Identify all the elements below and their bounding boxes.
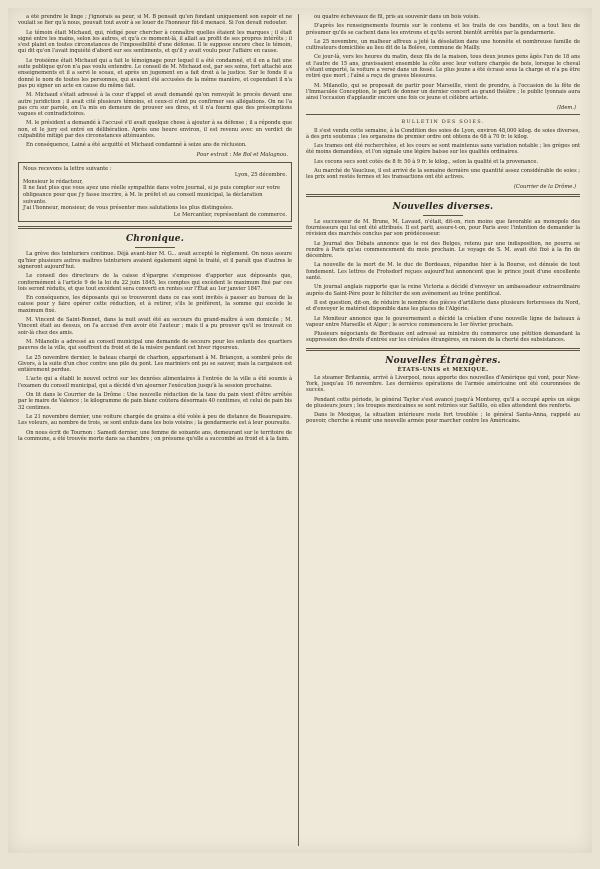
article-paragraph: M. le président a demandé à l'accusé s'il avait quelque chose à ajouter à sa défense ; il a répondu que non, et le jury est entré en délibération. Après une heure environ, il est revenu avec un verdict de culpabilité mitigé par des circonstances atténuantes. <box>18 120 292 140</box>
article-paragraph: M. Michaud s'était adressé à la cour d'appel et avait demandé qu'on renvoyât le procès devant une autre juridiction ; il avait cité plusieurs témoins, et ceux-ci n'ont pu confirmer ses allégations. On ne l'a pas cru sur parole, on l'a mis en demeure de prouver ses dires, et il n'a fourni que des présomptions vagues et contradictoires. <box>18 92 292 118</box>
article-paragraph: D'après les renseignements fournis sur le contenu et les traits de ces bandits, on a tout lieu de présumer qu'ils se cachent dans les environs et qu'ils seront bientôt arrêtés par la gendarmerie. <box>306 23 580 36</box>
nouvelles-paragraph: Plusieurs négociants de Bordeaux ont adressé au ministre du commerce une pétition demandant la suppression des droits d'entrée sur les céréales étrangères, en raison de la cherté des subsistances. <box>306 331 580 344</box>
nouvelles-paragraph: Un journal anglais rapporte que la reine Victoria a décidé d'envoyer un ambassadeur extraordinaire auprès du Saint-Père pour le féliciter de son avènement au trône pontifical. <box>306 284 580 297</box>
section-divider <box>306 348 580 351</box>
left-column <box>18 14 292 846</box>
section-divider <box>306 194 580 197</box>
nouvelles-paragraph: Le Moniteur annonce que le gouvernement a décidé la création d'une nouvelle ligne de bateaux à vapeur entre Marseille et Alger ; le service commencera le 1er février prochain. <box>306 315 580 328</box>
nouvelles-paragraph: Il est question, dit-on, de réduire le nombre des pièces d'artillerie dans plusieurs forteresses du Nord, et d'envoyer le matériel disponible dans les places de l'Algérie. <box>306 299 580 313</box>
etrangeres-subheading: ÉTATS-UNIS et MEXIQUE. <box>397 366 489 373</box>
etrangeres-heading: Nouvelles Étrangères. <box>385 355 501 366</box>
heading-underline <box>135 247 175 248</box>
article-paragraph: Ce jour-là, vers les heures du matin, deux fils de la maison, tous deux jeunes gens âgés l'un de 18 ans et l'autre de 15 ans, gravissaient ensemble la côte avec leur voiture chargée de bois, lorsque le cheval s'étant emporté, la voiture a versé dans un fossé. Le plus jeune a été écrasé sous la charge et n'a pu être retiré que mort ; l'aîné a reçu de graves blessures. <box>306 54 580 80</box>
article-paragraph: En conséquence, Lainé a été acquitté et Michaud condamné à seize ans de réclusion. <box>26 142 247 149</box>
chronique-paragraph: Le conseil des directeurs de la caisse d'épargne s'empresse d'apporter aux déposants que, conformément à l'article 9 de la loi du 22 juin 1845, les comptes qui excèdent le maximum fixé par ces lois seront réduits, et que tout excédent sera converti en rentes sur l'État au 1er janvier 1847. <box>18 273 292 292</box>
letter-date: Lyon, 25 décembre. <box>234 172 287 179</box>
nouvelles-paragraph: Le successeur de M. Brune, M. Lavaud, n'était, dit-on, rien moins que favorable au monopole des fournisseurs qui lui ont été attribués. Il est parti, assure-t-on, pour Paris avec l'intention de demander la révision des marchés conclus par son prédécesseur. <box>306 218 580 238</box>
article-paragraph: Le 25 novembre, un malheur affreux a jeté la désolation dans une honnête et nombreuse famille de cultivateurs domiciliée au lieu dit de la Bolève, commune de Mailly. <box>306 38 580 52</box>
chronique-paragraph: L'acte qui a établi le nouvel octroi sur les denrées alimentaires à l'entrée de la ville a été soumis à l'examen du conseil municipal, qui a décidé d'en ajourner l'exécution jusqu'à la session prochaine. <box>18 376 292 389</box>
bulletin-heading: BULLETIN DES SOIES. <box>401 118 485 125</box>
heading-underline <box>423 215 463 216</box>
bulletin-paragraph: Les cocons secs sont cotés de 8 fr. 50 à 9 fr. le kilog., selon la qualité et la provenance. <box>314 158 538 165</box>
newspaper-page <box>8 8 592 853</box>
bulletin-paragraph: Il s'est vendu cette semaine, à la Condition des soies de Lyon, environ 48,000 kilog. de soies diverses, à des prix soutenus ; les organsins de premier ordre ont obtenu de 68 à 70 fr. le kilog. <box>306 127 580 140</box>
letter-box <box>18 162 292 223</box>
chronique-heading: Chronique. <box>125 234 185 245</box>
article-paragraph: Le troisième était Michaud qui a fait le témoignage pour lequel il a été condamné, et il en a fait une suite publique qu'on n'a pas voulu entendre. Le conseil de M. Michaud est, par ses soins, fort attaché aux enseignements et il a servi le sceau, et après un jugement en a fait droit à la justice. Sur le fonds il a donné le nom de toutes les personnes, qui avaient été accusées de la même manière, et cependant il n'a pas pu signer un acte en cause du même fait. <box>18 57 292 89</box>
article-paragraph: Le témoin était Michaud, qui, rédigé pour chercher à connaître quelles étaient les marques ; il était signé entre les mains, selon les autres, et qu'à ce moment-là, il allait au profit de ses propres intérêts ; il s'est plaint en toutes circonstances de l'impossibilité d'une défense. Il le suppose encore chez le témoin, qui dit qu'on l'avait inquiété d'abord sur ses sentiments, et qu'il y avait voulu pour l'affaire en cause. <box>18 29 292 55</box>
article-paragraph: a été prendre le linge ; j'ignorais sa peur, si M. B pensait qu'en fondant uniquement son espoir et ne voulait se fier qu'à nous, pouvait tout avoir à se louer de l'honneur fût-il menacé. Si l'on devait redouter. <box>18 14 292 27</box>
chronique-paragraph: La grève des teinturiers continue. Déjà avant-hier M. G... avait accepté le règlement. On nous assure qu'hier plusieurs autres maîtres teinturiers avaient également signé le traité, et il paraît que d'autres le signeront aujourd'hui. <box>18 251 292 270</box>
nouvelles-paragraph: Le Journal des Débats annonce que le roi des Belges, retenu par une indisposition, ne pourra se rendre à Paris qu'au commencement du mois prochain. Le voyage de S. M. avait été fixé à la fin de décembre. <box>306 240 580 260</box>
letter-salutation: Monsieur le rédacteur, <box>23 178 83 185</box>
chronique-paragraph: On nous écrit de Tournon : Samedi dernier, une femme de soixante ans, demeurant sur le territoire de la commune, a été trouvée morte dans sa chambre ; on présume qu'elle a succombé au froid et à la faim. <box>18 429 292 442</box>
bulletin-paragraph: Au marché de Vaucluse, il est arrivé de la semaine dernière une quantité assez considérable de soies ; les prix sont restés fermes et les transactions ont été actives. <box>306 168 580 181</box>
note-signature: Pour extrait : Me Bol et Malagnou. <box>196 151 288 158</box>
article-signature: (Idem.) <box>556 104 576 111</box>
letter-signature: Le Mercantier, représentant de commerce. <box>173 211 287 218</box>
bulletin-signature: (Courrier de la Drôme.) <box>513 183 576 190</box>
chronique-paragraph: M. Vincent de Saint-Bonnet, dans la nuit avait été au secours du grand-maître à son domicile ; M. Vincent était au dessus, on l'a accusé d'en avoir été l'auteur ; mais il a pu prouver qu'il se trouvait ce soir-là chez des amis. <box>18 317 292 336</box>
right-column <box>306 14 580 846</box>
article-paragraph: ou quatre écheveaux de fil, pris au souvenir dans un bois voisin. <box>314 14 480 20</box>
letter-intro: Nous recevons la lettre suivante : <box>23 165 112 172</box>
section-divider <box>306 114 580 115</box>
bulletin-paragraph: Les trames ont été recherchées, et les cours se sont maintenus sans variation notable ; les grèges ont été moins demandées, et l'on signale une légère baisse sur les qualités ordinaires. <box>306 143 580 156</box>
chronique-paragraph: On lit dans le Courrier de la Drôme : Une nouvelle réduction de la taxe du pain vient d'être arrêtée par le maire de Valence ; le kilogramme de pain blanc coûtera désormais 40 centimes, et celui de pain bis 32 centimes. <box>18 392 292 411</box>
etrangeres-paragraph: Le steamer Britannia, arrivé à Liverpool, nous apporte des nouvelles d'Amérique qui vont, pour New-York, jusqu'au 16 novembre. Les dernières opérations de l'armée américaine ont été couronnées de succès. <box>306 374 580 394</box>
column-divider <box>298 14 299 846</box>
letter-closing: J'ai l'honneur, monsieur, de vous présenter mes salutations les plus distinguées. <box>23 205 234 212</box>
section-divider <box>18 226 292 229</box>
chronique-paragraph: Le 25 novembre dernier, le bateau chargé de charbon, appartenant à M. Briançon, a sombré près de Givors, à la suite d'un choc contre une pile du pont. Les mariniers ont pu se sauver, mais la cargaison est entièrement perdue. <box>18 354 292 374</box>
letter-body: Il ne faut plus que vous ayez une réelle sympathie dans votre journal, si je puis compter sur votre obligeance pour que j'y fasse inscrire, à M. le préfet et au conseil municipal, la déclaration suivante. <box>23 185 281 205</box>
nouvelles-heading: Nouvelles diverses. <box>392 201 494 212</box>
etrangeres-paragraph: Pendant cette période, le général Taylor s'est avancé jusqu'à Monterey, qu'il a occupé après un siège de plusieurs jours ; les troupes mexicaines se sont retirées sur Saltillo, où elles attendent des renforts. <box>306 396 580 409</box>
etrangeres-paragraph: Dans le Mexique, la situation intérieure reste fort troublée ; le général Santa-Anna, rappelé au pouvoir, cherche à réunir une nouvelle armée pour marcher contre les Américains. <box>306 412 580 425</box>
chronique-paragraph: En conséquence, les déposants qui se trouveront dans ce cas sont invités à passer au bureau de la caisse pour y faire opérer cette réduction, et à retirer, s'ils le préfèrent, la somme qui excède le maximum fixé. <box>18 295 292 314</box>
article-paragraph: M. Milanollo, qui se proposait de partir pour Marseille, vient de prendre, à l'occasion de la fête de l'Immaculée Conception, le parti de donner un dernier concert au grand théâtre ; le public lyonnais aura ainsi l'occasion d'applaudir encore une fois ce jeune et célèbre artiste. <box>306 82 580 102</box>
chronique-paragraph: M. Milanollo a adressé au conseil municipal une demande de secours pour les enfants des quartiers pauvres de la ville, qui souffrent du froid et de la misère pendant cet hiver rigoureux. <box>18 338 292 352</box>
nouvelles-paragraph: La nouvelle de la mort de M. le duc de Bordeaux, répandue hier à la Bourse, est dénuée de tout fondement. Les lettres de Frohsdorf reçues aujourd'hui annoncent que le prince jouit d'une excellente santé. <box>306 262 580 282</box>
chronique-paragraph: Le 21 novembre dernier, une voiture chargée de grains a été volée à peu de distance de Beaurepaire. Les voleurs, au nombre de trois, se sont enfuis dans les bois voisins ; la gendarmerie est à leur poursuite. <box>18 413 292 427</box>
